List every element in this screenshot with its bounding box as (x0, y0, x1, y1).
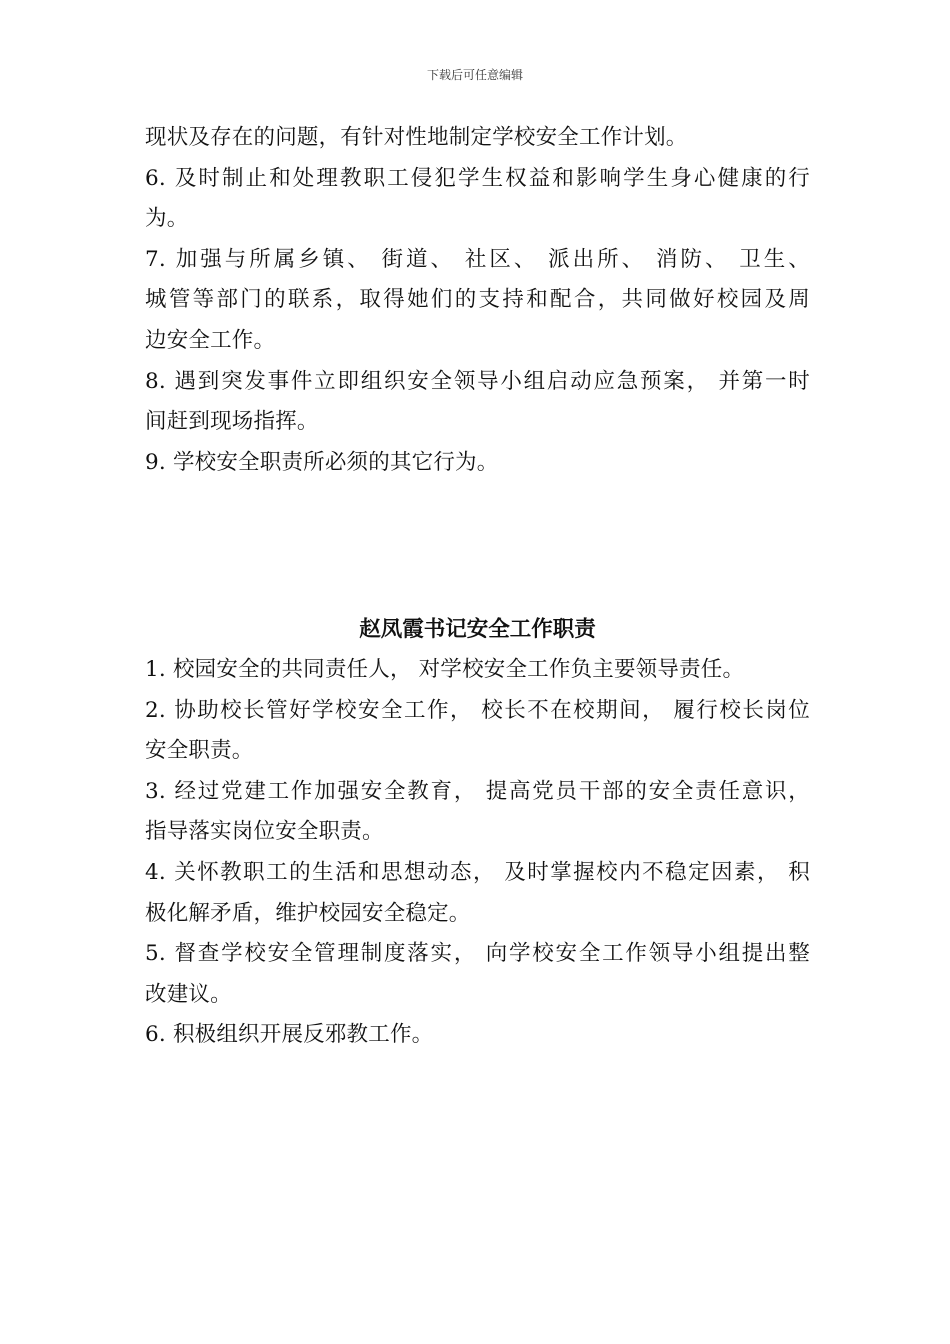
text-line: 城管等部门的联系，取得她们的支持和配合，共同做好校园及周 (145, 287, 810, 313)
text-line: 8. 遇到突发事件立即组织安全领导小组启动应急预案， 并第一时 (145, 368, 810, 394)
text-line: 现状及存在的问题，有针对性地制定学校安全工作计划。 (145, 125, 688, 150)
text-line: 安全职责。 (145, 738, 254, 764)
text-line: 9. 学校安全职责所必须的其它行为。 (145, 449, 499, 475)
text-line: 7. 加强与所属乡镇、 街道、 社区、 派出所、 消防、 卫生、 (145, 246, 810, 272)
secretary-duties-section (145, 610, 810, 1056)
text-line: 指导落实岗位安全职责。 (145, 819, 384, 845)
text-line: 5. 督查学校安全管理制度落实， 向学校安全工作领导小组提出整 (145, 941, 810, 967)
header-note: 下载后可任意编辑 (426, 68, 523, 82)
text-line: 6. 及时制止和处理教职工侵犯学生权益和影响学生身心健康的行 (145, 165, 810, 191)
text-line: 3. 经过党建工作加强安全教育， 提高党员干部的安全责任意识， (145, 778, 810, 804)
text-line: 1. 校园安全的共同责任人， 对学校安全工作负主要领导责任。 (145, 657, 745, 682)
text-line: 6. 积极组织开展反邪教工作。 (145, 1022, 434, 1048)
section-title: 赵凤霞书记安全工作职责 (359, 617, 596, 642)
text-line: 边安全工作。 (145, 327, 276, 353)
text-line: 间赶到现场指挥。 (145, 409, 319, 435)
text-line: 2. 协助校长管好学校安全工作， 校长不在校期间， 履行校长岗位 (145, 697, 810, 723)
text-line: 为。 (145, 206, 189, 232)
text-line: 极化解矛盾，维护校园安全稳定。 (145, 900, 471, 926)
text-line: 4. 关怀教职工的生活和思想动态， 及时掌握校内不稳定因素， 积 (145, 859, 810, 885)
text-line: 改建议。 (145, 981, 232, 1007)
duties-continued-section (145, 118, 810, 483)
